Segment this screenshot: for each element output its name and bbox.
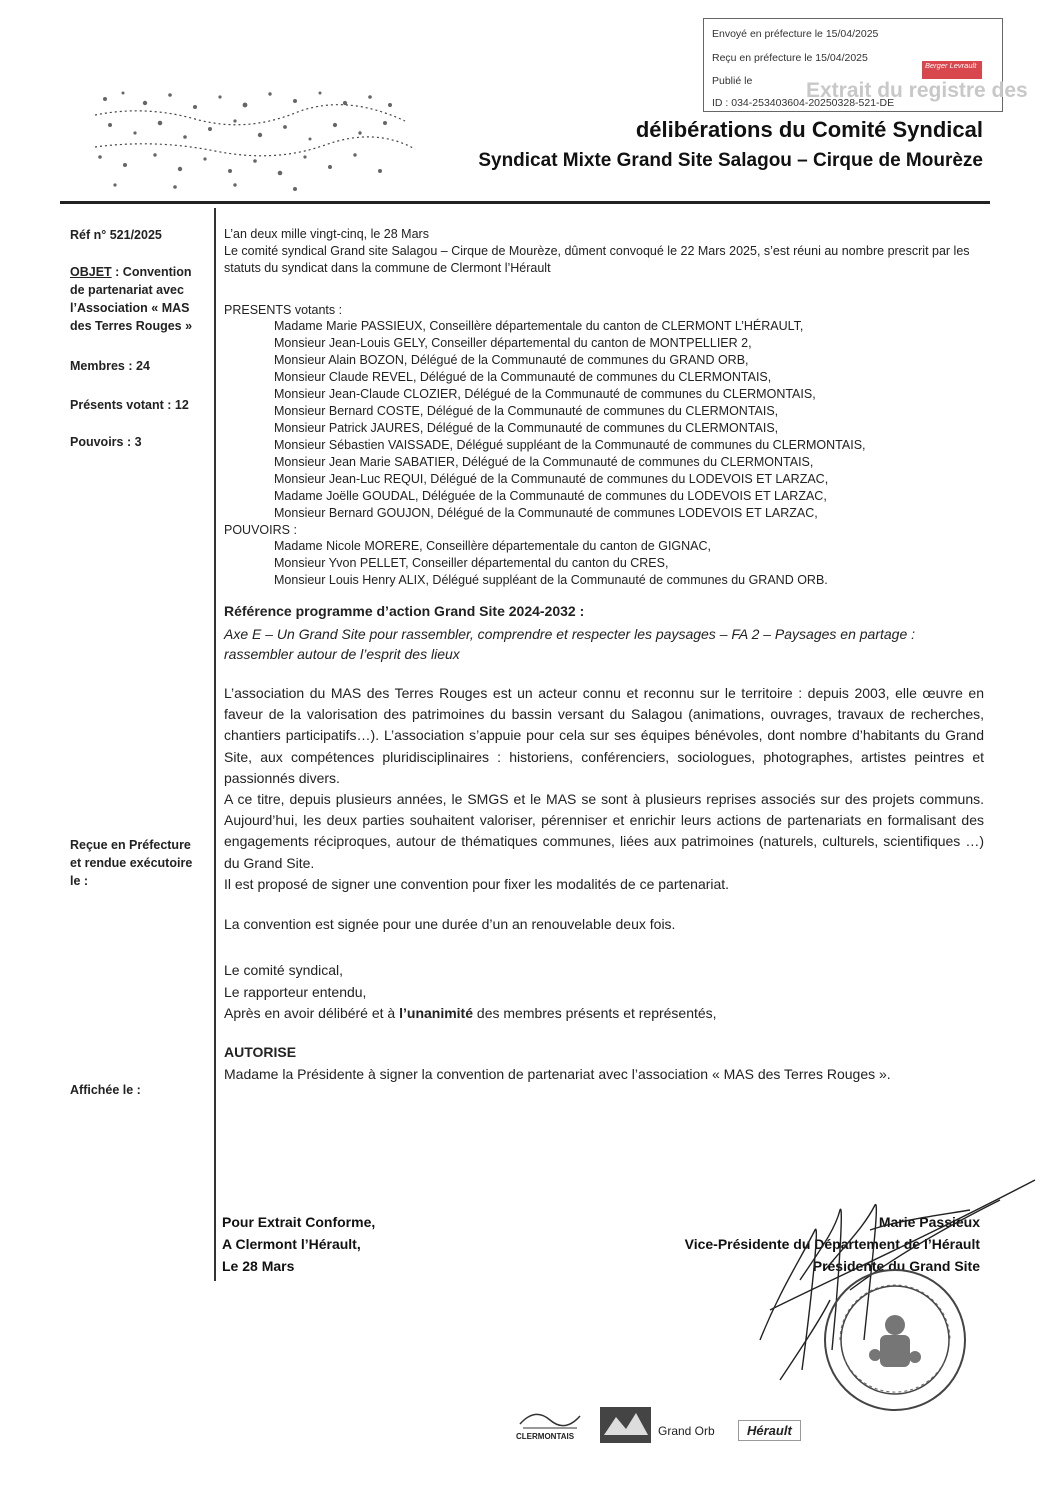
- list-item: Monsieur Jean Marie SABATIER, Délégué de la Communauté de communes du CLERMONTAIS,: [274, 455, 814, 469]
- pouvoirs-heading: POUVOIRS :: [224, 523, 297, 537]
- comite-block: [224, 960, 984, 1025]
- affichage-label: Affichée le :: [70, 1083, 141, 1097]
- herault-logo: Hérault: [738, 1420, 801, 1441]
- lodevois-logo-icon: [598, 1405, 653, 1445]
- pouvoirs-list: [224, 538, 1034, 589]
- clermontais-logo-icon: [515, 1402, 585, 1430]
- comite-line: [224, 1003, 984, 1025]
- reception-label: Reçue en Préfecture et rendue exécutoire le :: [70, 838, 193, 888]
- objet-block: [70, 263, 208, 335]
- extrait-line: A Clermont l’Hérault,: [222, 1236, 361, 1252]
- programme-heading: Référence programme d’action Grand Site 2024-2032 :: [224, 603, 585, 619]
- comite-line: Le rapporteur entendu,: [224, 983, 367, 1000]
- presents-count: Présents votant : 12: [70, 398, 189, 412]
- intro-date: L’an deux mille vingt-cinq, le 28 Mars: [224, 227, 429, 241]
- berger-levrault-logo: Berger Levrault: [922, 61, 982, 79]
- objet-text: : Convention de partenariat avec l’Association « MAS des Terres Rouges »: [70, 265, 193, 333]
- unanimite-text: l’unanimité: [399, 1005, 474, 1021]
- extrait-line: Le 28 Mars: [222, 1258, 295, 1274]
- objet-label: OBJET: [70, 265, 112, 279]
- list-item: Madame Nicole MORERE, Conseillère départementale du canton de GIGNAC,: [274, 539, 712, 553]
- extrait-conforme: [222, 1211, 375, 1277]
- list-item: Madame Joëlle GOUDAL, Déléguée de la Communauté de communes du LODEVOIS ET LARZAC,: [274, 489, 827, 503]
- intro-block: [224, 226, 984, 277]
- list-item: Monsieur Jean-Claude CLOZIER, Délégué de la Communauté de communes du CLERMONTAIS,: [274, 387, 816, 401]
- membres-count: Membres : 24: [70, 359, 150, 373]
- list-item: Monsieur Patrick JAURES, Délégué de la Communauté de communes du CLERMONTAIS,: [274, 421, 779, 435]
- list-item: Monsieur Jean-Louis GELY, Conseiller départemental du canton de MONTPELLIER 2,: [274, 336, 752, 350]
- extrait-line: Pour Extrait Conforme,: [222, 1214, 376, 1230]
- column-divider: [214, 208, 216, 1281]
- signatory-title: Vice-Présidente du Département de l’Hérault: [684, 1236, 980, 1252]
- list-item: Monsieur Bernard COSTE, Délégué de la Communauté de communes du CLERMONTAIS,: [274, 404, 779, 418]
- programme-axe: Axe E – Un Grand Site pour rassembler, comprendre et respecter les paysages – FA 2 – Paysages en partage : rassembler autour de l’esprit des lieux: [224, 626, 916, 662]
- stamp-sent: Envoyé en préfecture le 15/04/2025: [712, 28, 879, 40]
- stamp-ghost-title: Extrait du registre des: [806, 79, 1028, 102]
- header-divider: [60, 201, 990, 204]
- list-item: Monsieur Claude REVEL, Délégué de la Communauté de communes du CLERMONTAIS,: [274, 370, 772, 384]
- paragraph: A ce titre, depuis plusieurs années, le SMGS et le MAS se sont à plusieurs reprises associés sur des projets communs. Aujourd’hui, les deux parties souhaitent valoriser, pérenniser et enrichir leurs actions de partenariats en formalisant des engagements réciproques, autour de thématiques communes, liées aux patrimoines (naturels, culturels, scientifiques …) du Grand Site.: [224, 791, 984, 871]
- stamp-id: ID : 034-253403604-20250328-521-DE: [712, 97, 895, 109]
- comite-text: des membres présents et représentés,: [473, 1005, 717, 1021]
- clermontais-logo: CLERMONTAIS: [516, 1432, 575, 1441]
- official-seal: [820, 1265, 970, 1415]
- stamp-received: Reçu en préfecture le 15/04/2025: [712, 52, 868, 64]
- page-subtitle: Syndicat Mixte Grand Site Salagou – Cirque de Mourèze: [478, 150, 983, 171]
- pouvoirs-count: Pouvoirs : 3: [70, 435, 142, 449]
- autorise-text: Madame la Présidente à signer la convention de partenariat avec l’association « MAS des Terres Rouges ».: [224, 1066, 891, 1082]
- intro-convocation: Le comité syndical Grand site Salagou – Cirque de Mourèze, dûment convoqué le 22 Mars 2025, s’est réuni au nombre prescrit par les statuts du syndicat dans la commune de Clermont l’Hérault: [224, 244, 970, 275]
- page-title: délibérations du Comité Syndical: [635, 117, 983, 142]
- list-item: Monsieur Yvon PELLET, Conseiller départemental du canton du CRES,: [274, 556, 669, 570]
- prefecture-stamp: [703, 18, 1028, 112]
- presents-list: [224, 318, 1034, 522]
- paragraph: L’association du MAS des Terres Rouges est un acteur connu et reconnu sur le territoire : depuis 2003, elle œuvre en faveur de la valorisation des patrimoines du bassin versant du Salagou (animations, ouvrages, travaux de recherches, chantiers participatifs…). L’association s’appuie pour cela sur ses équipes bénévoles, dont nombre d’habitants du Grand Site, aux compétences pluridisciplinaires : historiens, conférenciers, sociologues, photographes, artistes peintres et passionnés divers.: [224, 685, 984, 786]
- autorise-heading: AUTORISE: [224, 1044, 297, 1060]
- signatory-name: Marie Passieux: [878, 1214, 980, 1230]
- deliberation-text: [224, 683, 984, 895]
- list-item: Monsieur Jean-Luc REQUI, Délégué de la Communauté de communes du LODEVOIS ET LARZAC,: [274, 472, 829, 486]
- list-item: Monsieur Sébastien VAISSADE, Délégué suppléant de la Communauté de communes du CLERMONTAIS,: [274, 438, 866, 452]
- partner-logos: [510, 1400, 820, 1460]
- grand-orb-logo: Grand Orb: [658, 1424, 715, 1438]
- syndicat-logo: [85, 85, 425, 195]
- stamp-published: Publié le: [712, 75, 753, 87]
- comite-text: Après en avoir délibéré et à: [224, 1005, 400, 1021]
- presents-heading: PRESENTS votants :: [224, 303, 343, 317]
- comite-line: Le comité syndical,: [224, 962, 344, 978]
- list-item: Monsieur Bernard GOUJON, Délégué de la Communauté de communes LODEVOIS ET LARZAC,: [274, 506, 818, 520]
- list-item: Madame Marie PASSIEUX, Conseillère départementale du canton de CLERMONT L’HÉRAULT,: [274, 319, 804, 333]
- paragraph: Il est proposé de signer une convention pour fixer les modalités de ce partenariat.: [224, 875, 730, 892]
- duree-text: La convention est signée pour une durée d’un an renouvelable deux fois.: [224, 916, 676, 932]
- signatory-title: Présidente du Grand Site: [812, 1258, 980, 1274]
- list-item: Monsieur Louis Henry ALIX, Délégué suppléant de la Communauté de communes du GRAND ORB.: [274, 573, 828, 587]
- list-item: Monsieur Alain BOZON, Délégué de la Communauté de communes du GRAND ORB,: [274, 353, 749, 367]
- reference-number: Réf n° 521/2025: [70, 228, 162, 242]
